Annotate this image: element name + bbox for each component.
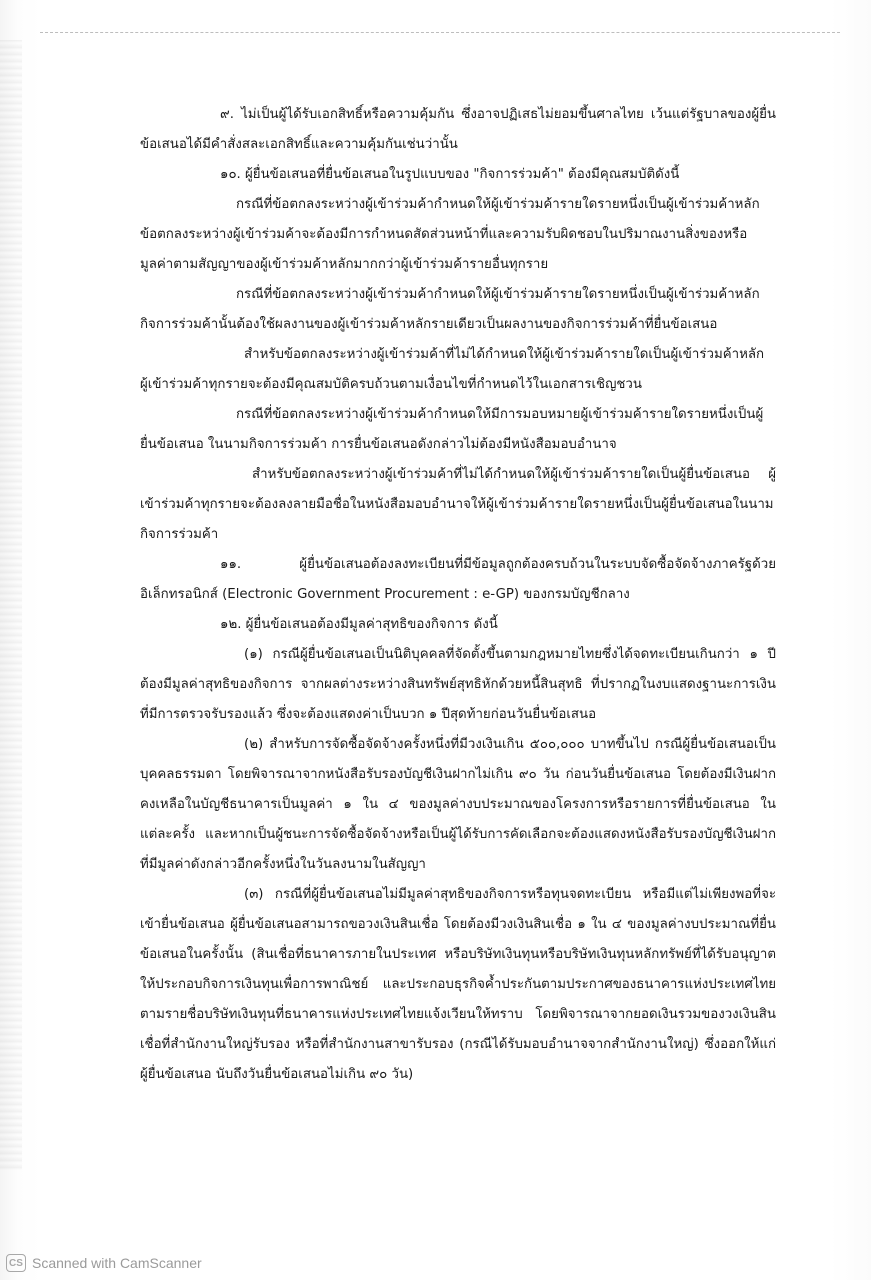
page-top-rule xyxy=(40,32,840,33)
clause-12-heading: ๑๒. ผู้ยื่นข้อเสนอต้องมีมูลค่าสุทธิของกิจการ ดังนี้ xyxy=(220,617,498,632)
document-body xyxy=(140,100,776,1090)
clause-12-item-2: (๒) สำหรับการจัดซื้อจัดจ้างครั้งหนึ่งที่มีวงเงินเกิน ๕๐๐,๐๐๐ บาทขึ้นไป กรณีผู้ยื่นข้อเสนอเป็นบุคคลธรรมดา โดยพิจารณาจากหนังสือรับรองบัญชีเงินฝากไม่เกิน ๙๐ วัน ก่อนวันยื่นข้อเสนอ โดยต้องมีเงินฝากคงเหลือในบัญชีธนาคารเป็นมูลค่า ๑ ใน ๔ ของมูลค่างบประมาณของโครงการหรือรายการที่ยื่นข้อเสนอ ในแต่ละครั้ง และหากเป็นผู้ชนะการจัดซื้อจัดจ้างหรือเป็นผู้ได้รับการคัดเลือกจะต้องแสดงหนังสือรับรองบัญชีเงินฝากที่มีมูลค่าดังกล่าวอีกครั้งหนึ่งในวันลงนามในสัญญา xyxy=(140,737,776,872)
clause-10-lead-partner-work: กรณีที่ข้อตกลงระหว่างผู้เข้าร่วมค้ากำหนดให้ผู้เข้าร่วมค้ารายใดรายหนึ่งเป็นผู้เข้าร่วมค้าหลัก กิจการร่วมค้านั้นต้องใช้ผลงานของผู้เข้าร่วมค้าหลักรายเดียวเป็นผลงานของกิจการร่วมค้าที่ยื่นข้อเสนอ xyxy=(140,287,760,332)
clause-10-lead-partner-share: กรณีที่ข้อตกลงระหว่างผู้เข้าร่วมค้ากำหนดให้ผู้เข้าร่วมค้ารายใดรายหนึ่งเป็นผู้เข้าร่วมค้าหลัก ข้อตกลงระหว่างผู้เข้าร่วมค้าจะต้องมีการกำหนดสัดส่วนหน้าที่และความรับผิดชอบในปริมาณงานสิ่งของหรือมูลค่าตามสัญญาของผู้เข้าร่วมค้าหลักมากกว่าผู้เข้าร่วมค้ารายอื่นทุกราย xyxy=(140,197,760,272)
clause-11: ๑๑. ผู้ยื่นข้อเสนอต้องลงทะเบียนที่มีข้อมูลถูกต้องครบถ้วนในระบบจัดซื้อจัดจ้างภาครัฐด้วยอิเล็กทรอนิกส์ (Electronic Government Procurement : e-GP) ของกรมบัญชีกลาง xyxy=(140,557,776,602)
clause-12-item-3: (๓) กรณีที่ผู้ยื่นข้อเสนอไม่มีมูลค่าสุทธิของกิจการหรือทุนจดทะเบียน หรือมีแต่ไม่เพียงพอที่จะเข้ายื่นข้อเสนอ ผู้ยื่นข้อเสนอสามารถขอวงเงินสินเชื่อ โดยต้องมีวงเงินสินเชื่อ ๑ ใน ๔ ของมูลค่างบประมาณที่ยื่นข้อเสนอในครั้งนั้น (สินเชื่อที่ธนาคารภายในประเทศ หรือบริษัทเงินทุนหรือบริษัทเงินทุนหลักทรัพย์ที่ได้รับอนุญาตให้ประกอบกิจการเงินทุนเพื่อการพาณิชย์ และประกอบธุรกิจค้ำประกันตามประกาศของธนาคารแห่งประเทศไทย ตามรายชื่อบริษัทเงินทุนที่ธนาคารแห่งประเทศไทยแจ้งเวียนให้ทราบ โดยพิจารณาจากยอดเงินรวมของวงเงินสินเชื่อที่สำนักงานใหญ่รับรอง หรือที่สำนักงานสาขารับรอง (กรณีได้รับมอบอำนาจจากสำนักงานใหญ่) ซึ่งออกให้แก่ผู้ยื่นข้อเสนอ นับถึงวันยื่นข้อเสนอไม่เกิน ๙๐ วัน) xyxy=(140,887,776,1082)
camscanner-logo-icon: CS xyxy=(6,1254,26,1272)
clause-9: ๙. ไม่เป็นผู้ได้รับเอกสิทธิ์หรือความคุ้มกัน ซึ่งอาจปฏิเสธไม่ยอมขึ้นศาลไทย เว้นแต่รัฐบาลของผู้ยื่นข้อเสนอได้มีคำสั่งสละเอกสิทธิ์และความคุ้มกันเช่นว่านั้น xyxy=(140,107,776,152)
clause-10-no-lead-partner: สำหรับข้อตกลงระหว่างผู้เข้าร่วมค้าที่ไม่ได้กำหนดให้ผู้เข้าร่วมค้ารายใดเป็นผู้เข้าร่วมค้าหลัก ผู้เข้าร่วมค้าทุกรายจะต้องมีคุณสมบัติครบถ้วนตามเงื่อนไขที่กำหนดไว้ในเอกสารเชิญชวน xyxy=(140,347,765,392)
clause-10-power-of-attorney: สำหรับข้อตกลงระหว่างผู้เข้าร่วมค้าที่ไม่ได้กำหนดให้ผู้เข้าร่วมค้ารายใดเป็นผู้ยื่นข้อเสนอ ผู้เข้าร่วมค้าทุกรายจะต้องลงลายมือชื่อในหนังสือมอบอำนาจให้ผู้เข้าร่วมค้ารายใดรายหนึ่งเป็นผู้ยื่นข้อเสนอในนามกิจการร่วมค้า xyxy=(140,467,776,542)
scanner-watermark xyxy=(6,1252,202,1274)
scanner-label: Scanned with CamScanner xyxy=(32,1255,202,1271)
scan-edge-shadow xyxy=(0,40,22,1170)
clause-12-item-1: (๑) กรณีผู้ยื่นข้อเสนอเป็นนิติบุคคลที่จัดตั้งขึ้นตามกฎหมายไทยซึ่งได้จดทะเบียนเกินกว่า ๑ ปี ต้องมีมูลค่าสุทธิของกิจการ จากผลต่างระหว่างสินทรัพย์สุทธิหักด้วยหนี้สินสุทธิ ที่ปรากฏในงบแสดงฐานะการเงินที่มีการตรวจรับรองแล้ว ซึ่งจะต้องแสดงค่าเป็นบวก ๑ ปีสุดท้ายก่อนวันยื่นข้อเสนอ xyxy=(140,647,776,722)
clause-10-assigned-bidder: กรณีที่ข้อตกลงระหว่างผู้เข้าร่วมค้ากำหนดให้มีการมอบหมายผู้เข้าร่วมค้ารายใดรายหนึ่งเป็นผู้ยื่นข้อเสนอ ในนามกิจการร่วมค้า การยื่นข้อเสนอดังกล่าวไม่ต้องมีหนังสือมอบอำนาจ xyxy=(140,407,764,452)
clause-10-heading: ๑๐. ผู้ยื่นข้อเสนอที่ยื่นข้อเสนอในรูปแบบของ "กิจการร่วมค้า" ต้องมีคุณสมบัติดังนี้ xyxy=(220,167,680,182)
